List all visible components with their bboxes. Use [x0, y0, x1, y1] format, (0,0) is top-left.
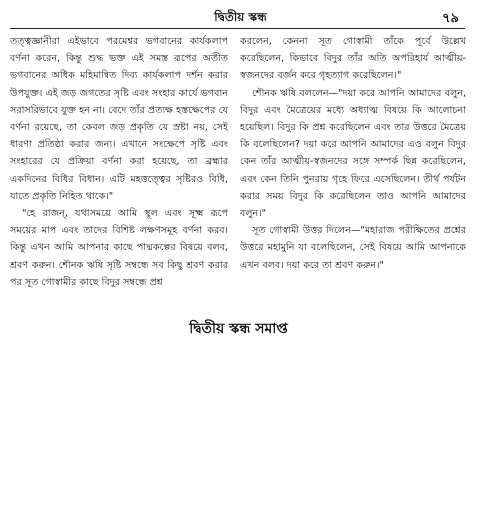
running-title: দ্বিতীয় স্কন্ধ: [214, 10, 267, 24]
right-column: [240, 33, 466, 274]
section-end-heading: দ্বিতীয় স্কন্ধ সমাপ্ত: [189, 321, 288, 337]
left-column: [10, 33, 228, 291]
page-header: [18, 7, 463, 29]
page-number: ৭৯: [442, 11, 459, 26]
paragraph: শৌনক ঋষি বললেন—"দয়া করে আপনি আমাদের বলুন, বিদুর এবং মৈত্রেয়ের মধ্যে অধ্যাত্ম বিষয়ে কি আলোচনা হয়েছিল। বিদুর কি প্রশ্ন করেছিলেন এবং তার উত্তরে মৈত্রেয় কি বলেছিলেন? দয়া করে আপনি আমাদের এও বলুন বিদুর কেন তাঁর আত্মীয়-স্বজনদের সঙ্গে সম্পর্ক ছিন্ন করেছিলেন, এবং কেন তিনি পুনরায় গৃহে ফিরে এসেছিলেন। তীর্থ পর্যটন করার সময় বিদুর কি করেছিলেন তাও আপনি আমাদের বলুন।": [240, 87, 466, 220]
paragraph: তত্ত্বজ্ঞানীরা এইভাবে পরমেশ্বর ভগবানের কার্যকলাপ বর্ণনা করেন, কিন্তু শুদ্ধ ভক্ত এই সমস্ত রূপের অতীত ভগবানের অধিক মহিমান্বিত দিব্য কার্যকলাপ দর্শন করার উপযুক্ত। এই জড় জগতের সৃষ্টি এবং সংহার কার্যে ভগবান সরাসরিভাবে যুক্ত হন না। বেদে তাঁর প্রত্যক্ষ হস্তক্ষেপের যে বর্ণনা রয়েছে, তা কেবল জড় প্রকৃতি যে স্রষ্টা নয়, সেই ধারণা প্রতিষ্ঠা করার জন্য। এখানে সংক্ষেপে সৃষ্টি এবং সংহারের যে প্রক্রিয়া বর্ণনা করা হয়েছে, তা ব্রহ্মার একদিনের বিধির বিধান। এটি মহত্তত্ত্বের সৃষ্টিরও বিধি, যাতে প্রকৃতি নিহিত থাকে।": [10, 36, 228, 202]
paragraph: "হে রাজন্‌, যথাসময়ে আমি স্থূল এবং সূক্ষ্ম রূপে সময়ের মাপ এবং তাদের বিশিষ্ট লক্ষণসমূহ বর্ণনা করব। কিন্তু এখন আমি আপনার কাছে পাদ্মকল্পের বিষয়ে বলব, শ্রবণ করুন। শৌনক ঋষি সৃষ্টি সম্বন্ধে সব কিছু শ্রবণ করার পর সূত গোস্বামীর কাছে বিদুর সম্বন্ধে প্রশ্ন: [10, 208, 228, 288]
header-rule: [10, 28, 465, 29]
paragraph: সূত গোস্বামী উত্তর দিলেন—"মহারাজ পরীক্ষিতের প্রশ্নের উত্তরে মহামুনি যা বলেছিলেন, সেই বিষয়ে আমি আপনাকে এখন বলব। দয়া করে তা শ্রবণ করুন।": [240, 225, 466, 271]
paragraph: করলেন, কেননা সূত গোস্বামী তাঁকে পূর্বে উল্লেখ করেছিলেন, কিভাবে বিদুর তাঁর অতি অপরিহার্য আত্মীয়-স্বজনদের বর্জন করে গৃহত্যাগ করেছিলেন।": [240, 36, 466, 82]
